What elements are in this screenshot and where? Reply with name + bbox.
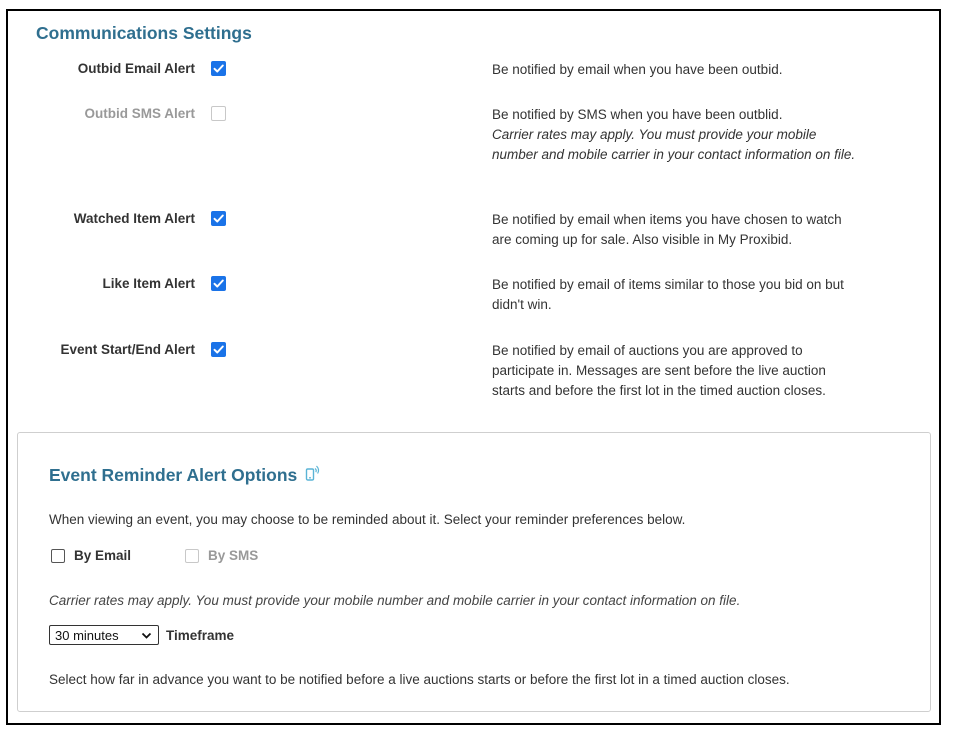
alert-description-text: Be notified by email when items you have chosen to watch are coming up for sale. Also visible in My Proxibid.: [492, 212, 842, 247]
like-item-checkbox[interactable]: [211, 276, 226, 291]
alert-description: [492, 210, 862, 250]
alert-label: Watched Item Alert: [73, 211, 195, 226]
outbid-sms-checkbox[interactable]: [211, 106, 226, 121]
alert-description-text: Be notified by email of items similar to those you bid on but didn't win.: [492, 277, 844, 312]
alert-label: Like Item Alert: [102, 276, 195, 291]
timeframe-label: Timeframe: [166, 628, 235, 643]
panel-title-text: Event Reminder Alert Options: [49, 465, 298, 485]
alert-description-text: Be notified by email of auctions you are approved to participate in. Messages are sent before the live auction starts and before the first lot in the timed auction closes.: [492, 343, 826, 398]
alert-label: Event Start/End Alert: [60, 342, 195, 357]
event-start-end-checkbox[interactable]: [211, 342, 226, 357]
by-sms-checkbox[interactable]: [185, 549, 199, 563]
carrier-rates-note: Carrier rates may apply. You must provide your mobile number and mobile carrier in your contact information on file.: [492, 127, 856, 162]
alert-description: [492, 341, 862, 401]
mobile-notification-icon: [305, 464, 321, 487]
alert-description: [492, 275, 862, 315]
watched-item-checkbox[interactable]: [211, 211, 226, 226]
alert-description: [492, 60, 862, 80]
settings-frame: [6, 9, 941, 725]
panel-title: [49, 464, 321, 487]
timeframe-select[interactable]: [49, 625, 159, 645]
chevron-down-icon: [141, 629, 152, 644]
by-email-label: By Email: [74, 548, 132, 563]
by-email-checkbox[interactable]: [51, 549, 65, 563]
by-sms-label: By SMS: [208, 548, 259, 563]
alert-description-text: Be notified by SMS when you have been outblid.: [492, 107, 783, 122]
reminder-intro: When viewing an event, you may choose to be reminded about it. Select your reminder preferences below.: [49, 512, 686, 527]
timeframe-help: Select how far in advance you want to be notified before a live auctions starts or before the first lot in a timed auction closes.: [49, 672, 790, 687]
by-email-option[interactable]: [51, 548, 131, 563]
by-sms-option[interactable]: [185, 548, 258, 563]
page-title: Communications Settings: [36, 23, 252, 43]
alert-description-text: Be notified by email when you have been outbid.: [492, 62, 783, 77]
alert-label: Outbid SMS Alert: [84, 106, 195, 121]
carrier-note: Carrier rates may apply. You must provide your mobile number and mobile carrier in your contact information on file.: [49, 593, 741, 608]
timeframe-selected-value: 30 minutes: [55, 628, 119, 643]
event-reminder-panel: [17, 432, 931, 712]
alert-description: [492, 105, 862, 165]
outbid-email-checkbox[interactable]: [211, 61, 226, 76]
alert-label: Outbid Email Alert: [77, 61, 195, 76]
